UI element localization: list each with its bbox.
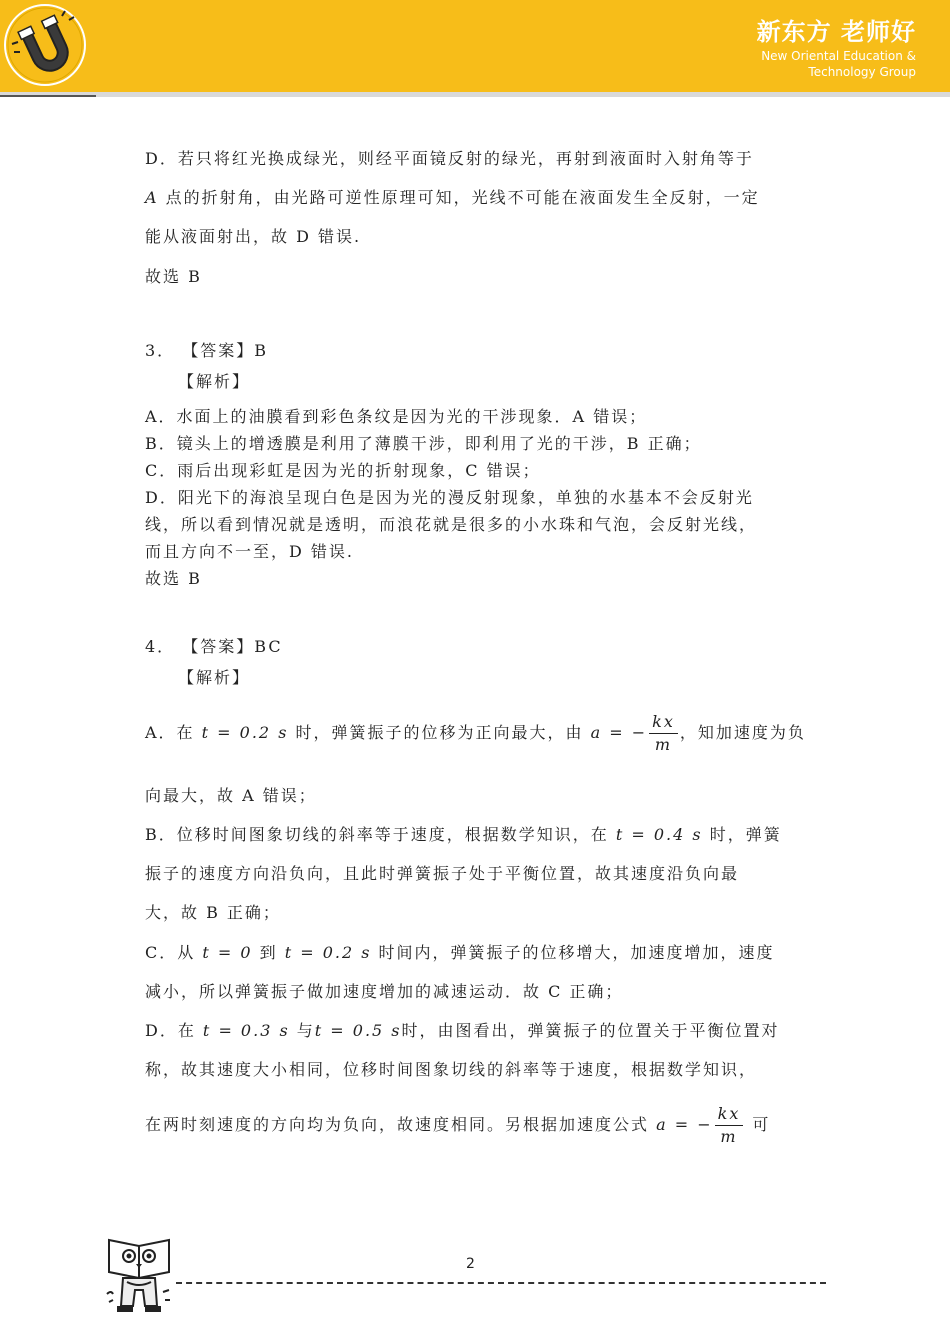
text-line [145, 1018, 780, 1041]
fraction-denominator: m [720, 1127, 738, 1146]
text-span: 时，由图看出，弹簧振子的位置关于平衡位置对 [401, 1021, 780, 1040]
text-line: D．若只将红光换成绿光，则经平面镜反射的绿光，再射到液面时入射角等于 [145, 149, 754, 168]
text-line: 称，故其速度大小相同，位移时间图象切线的斜率等于速度，根据数学知识， [145, 1060, 758, 1079]
fraction-numerator: kx [649, 711, 678, 734]
brand-name-en-line2: Technology Group [808, 65, 916, 79]
math-eq: a = − [656, 1115, 713, 1134]
header-divider [0, 92, 950, 97]
text-line: 减小，所以弹簧振子做加速度增加的减速运动．故 C 正确； [145, 982, 624, 1001]
fraction [715, 1103, 744, 1148]
math-eq: a = − [590, 723, 648, 742]
text-line: D．阳光下的海浪呈现白色是因为光的漫反射现象，单独的水基本不会反射光 [145, 488, 754, 507]
brand-name-cn: 新东方 老师好 [756, 18, 916, 46]
brand-name-en [696, 48, 916, 80]
text-span: 与 [289, 1021, 315, 1040]
page-number: 2 [466, 1256, 475, 1272]
analysis-heading: 【解析】 [178, 372, 251, 391]
math-eq: t = 0.2 s [201, 723, 289, 742]
text-span: B．位移时间图象切线的斜率等于速度，根据数学知识，在 [145, 825, 616, 844]
text-line: 而且方向不一至，D 错误. [145, 542, 355, 561]
brand-name-en-line1: New Oriental Education & [761, 49, 916, 63]
text-line: 线，所以看到情况就是透明，而浪花就是很多的小水珠和气泡，会反射光线， [145, 515, 758, 534]
question-4-answer: 4． 【答案】BC [145, 637, 283, 656]
text-span: A．在 [145, 723, 202, 742]
text-line: 故选 B [145, 569, 202, 588]
text-line: 能从液面射出，故 D 错误. [145, 227, 362, 246]
fraction-numerator: kx [715, 1103, 744, 1126]
text-span: 到 [252, 943, 285, 962]
text-line [145, 711, 806, 756]
fraction [649, 711, 678, 756]
text-line: C．雨后出现彩虹是因为光的折射现象，C 错误； [145, 461, 541, 480]
text-line: A．水面上的油膜看到彩色条纹是因为光的干涉现象．A 错误； [145, 407, 648, 426]
text-span: 时，弹簧 [702, 825, 782, 844]
text-line: 向最大，故 A 错误； [145, 786, 317, 805]
math-eq: t = 0 [202, 943, 253, 962]
math-eq: t = 0.2 s [284, 943, 372, 962]
text-span: ，知加速度为负 [679, 723, 806, 742]
footer-dashed-line [176, 1282, 826, 1284]
text-span: 时间内，弹簧振子的位移增大，加速度增加，速度 [371, 943, 775, 962]
text-line [145, 185, 760, 208]
math-eq: t = 0.4 s [615, 825, 703, 844]
point-label: A [145, 188, 159, 207]
math-eq: t = 0.3 s [202, 1021, 290, 1040]
text-span: 时，弹簧振子的位移为正向最大，由 [288, 723, 591, 742]
header-accent-line [0, 95, 96, 97]
text-span: C．从 [145, 943, 203, 962]
math-eq: t = 0.5 s [314, 1021, 402, 1040]
text-line [145, 940, 775, 963]
text-line: B．镜头上的增透膜是利用了薄膜干涉，即利用了光的干涉，B 正确； [145, 434, 702, 453]
magnet-logo-icon [2, 2, 88, 88]
text-span: 在两时刻速度的方向均为负向，故速度相同。另根据加速度公式 [145, 1115, 657, 1134]
text-line: 故选 B [145, 267, 202, 286]
text-span: 点的折射角，由光路可逆性原理可知，光线不可能在液面发生全反射，一定 [158, 188, 760, 207]
text-line [145, 822, 782, 845]
text-line: 振子的速度方向沿负向，且此时弹簧振子处于平衡位置，故其速度沿负向最 [145, 864, 740, 883]
analysis-heading: 【解析】 [178, 668, 251, 687]
text-span: 可 [745, 1115, 771, 1134]
header-banner [0, 0, 950, 92]
text-span: D．在 [145, 1021, 203, 1040]
fraction-denominator: m [654, 735, 673, 754]
text-line: 大，故 B 正确； [145, 903, 281, 922]
question-3-answer: 3． 【答案】B [145, 341, 269, 360]
text-line [145, 1103, 770, 1148]
reading-owl-mascot-icon [103, 1232, 175, 1316]
